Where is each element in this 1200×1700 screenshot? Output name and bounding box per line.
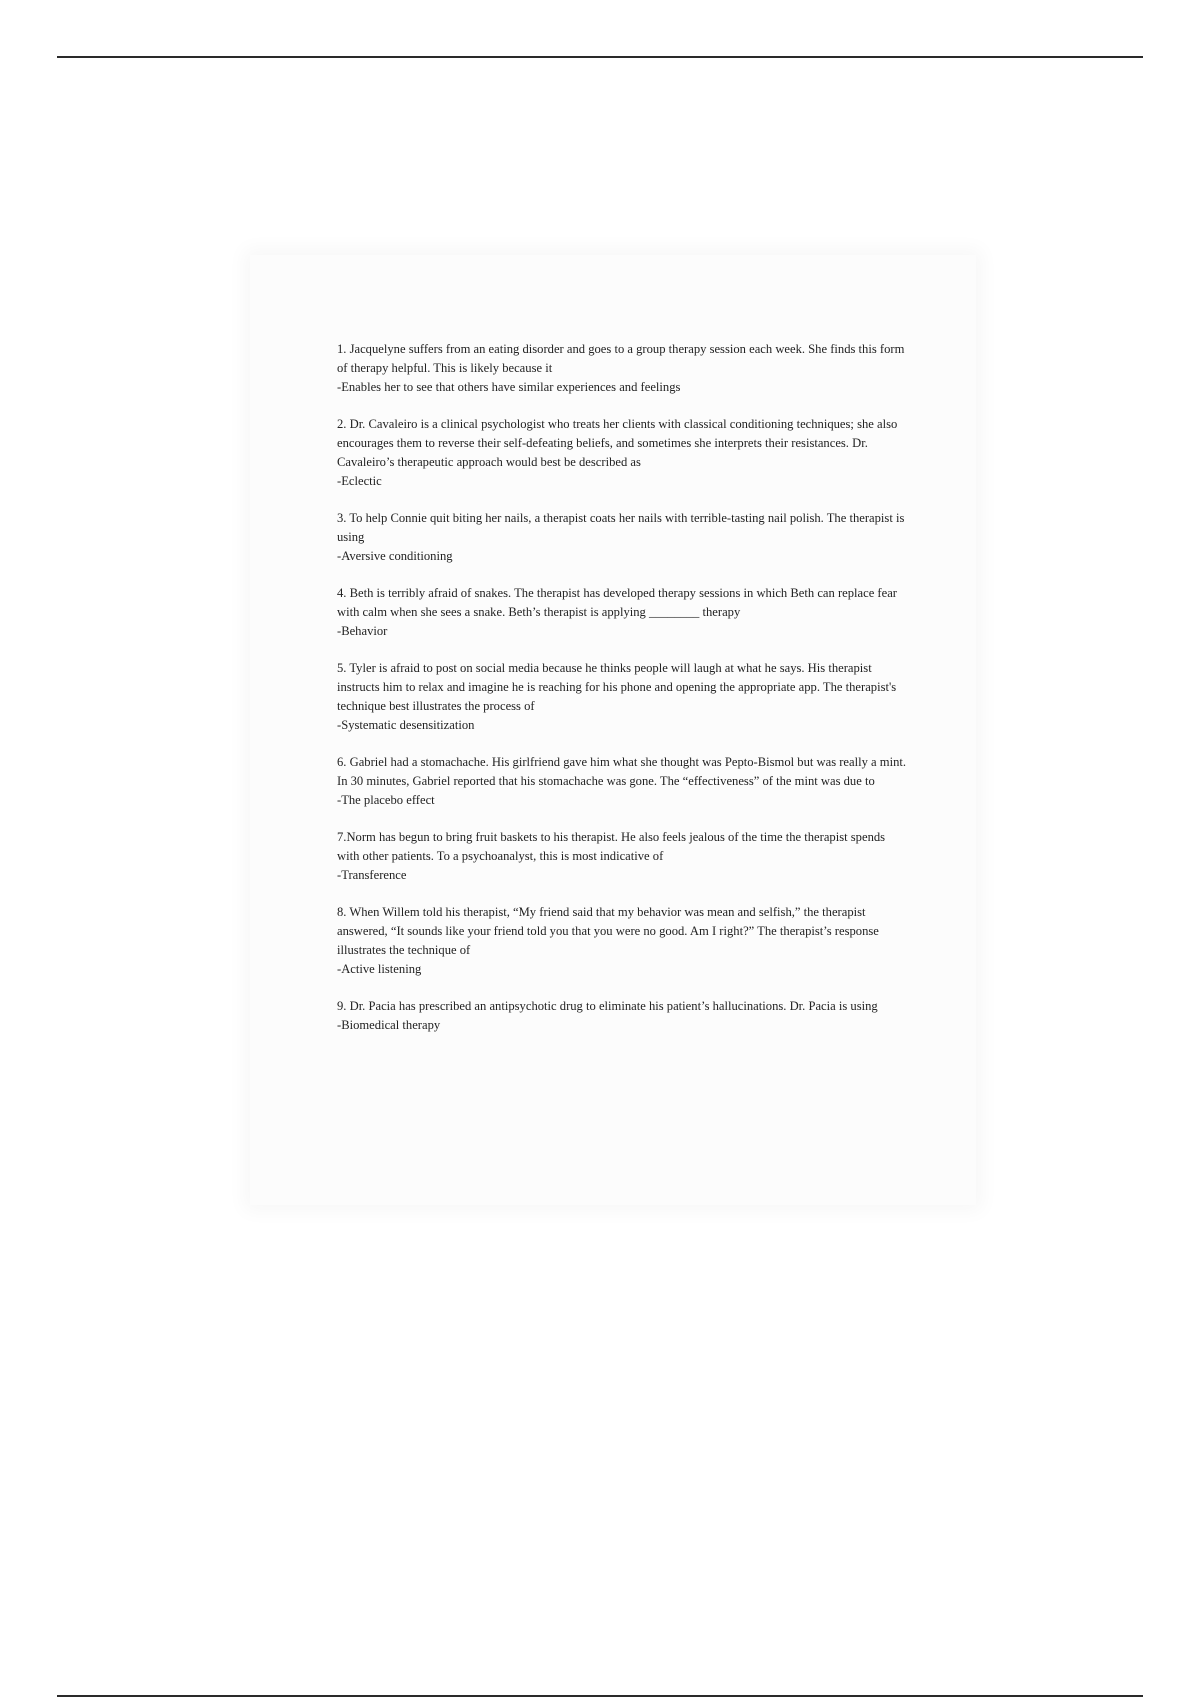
question-item bbox=[337, 753, 907, 810]
question-item bbox=[337, 659, 907, 735]
answer-text: -Systematic desensitization bbox=[337, 718, 475, 732]
question-text: 7.Norm has begun to bring fruit baskets to his therapist. He also feels jealous of the time the therapist spends with other patients. To a psychoanalyst, this is most indicative of bbox=[337, 830, 886, 863]
answer-text: -Active listening bbox=[337, 962, 422, 976]
answer-text: -Transference bbox=[337, 868, 407, 882]
question-item bbox=[337, 997, 907, 1035]
question-item bbox=[337, 509, 907, 566]
answer-text: -Biomedical therapy bbox=[337, 1018, 441, 1032]
question-text: 9. Dr. Pacia has prescribed an antipsychotic drug to eliminate his patient’s hallucinations. Dr. Pacia is using bbox=[337, 999, 878, 1013]
header-rule bbox=[57, 56, 1143, 58]
question-text: 4. Beth is terribly afraid of snakes. The therapist has developed therapy sessions in which Beth can replace fear with calm when she sees a snake. Beth’s therapist is applying ________ therapy bbox=[337, 586, 898, 619]
question-list bbox=[337, 340, 907, 1053]
answer-text: -Behavior bbox=[337, 624, 388, 638]
answer-text: -Enables her to see that others have similar experiences and feelings bbox=[337, 380, 681, 394]
question-text: 1. Jacquelyne suffers from an eating disorder and goes to a group therapy session each week. She finds this form of therapy helpful. This is likely because it bbox=[337, 342, 905, 375]
answer-text: -Aversive conditioning bbox=[337, 549, 453, 563]
question-text: 8. When Willem told his therapist, “My friend said that my behavior was mean and selfish,” the therapist answered, “It sounds like your friend told you that you were no good. Am I right?” The therapist’s response illustrates the technique of bbox=[337, 905, 879, 957]
question-item bbox=[337, 828, 907, 885]
question-item bbox=[337, 584, 907, 641]
footer-rule bbox=[57, 1695, 1143, 1697]
question-text: 5. Tyler is afraid to post on social media because he thinks people will laugh at what he says. His therapist instructs him to relax and imagine he is reaching for his phone and opening the appropriate app. The therapist's technique best illustrates the process of bbox=[337, 661, 897, 713]
question-item bbox=[337, 340, 907, 397]
answer-text: -The placebo effect bbox=[337, 793, 435, 807]
question-text: 6. Gabriel had a stomachache. His girlfriend gave him what she thought was Pepto-Bismol but was really a mint. In 30 minutes, Gabriel reported that his stomachache was gone. The “effectiveness” of the mint was due to bbox=[337, 755, 907, 788]
question-item bbox=[337, 415, 907, 491]
question-item bbox=[337, 903, 907, 979]
question-text: 2. Dr. Cavaleiro is a clinical psychologist who treats her clients with classical conditioning techniques; she also encourages them to reverse their self-defeating beliefs, and sometimes she interprets their resistances. Dr. Cavaleiro’s therapeutic approach would best be described as bbox=[337, 417, 898, 469]
answer-text: -Eclectic bbox=[337, 474, 382, 488]
question-text: 3. To help Connie quit biting her nails, a therapist coats her nails with terrible-tasting nail polish. The therapist is using bbox=[337, 511, 905, 544]
